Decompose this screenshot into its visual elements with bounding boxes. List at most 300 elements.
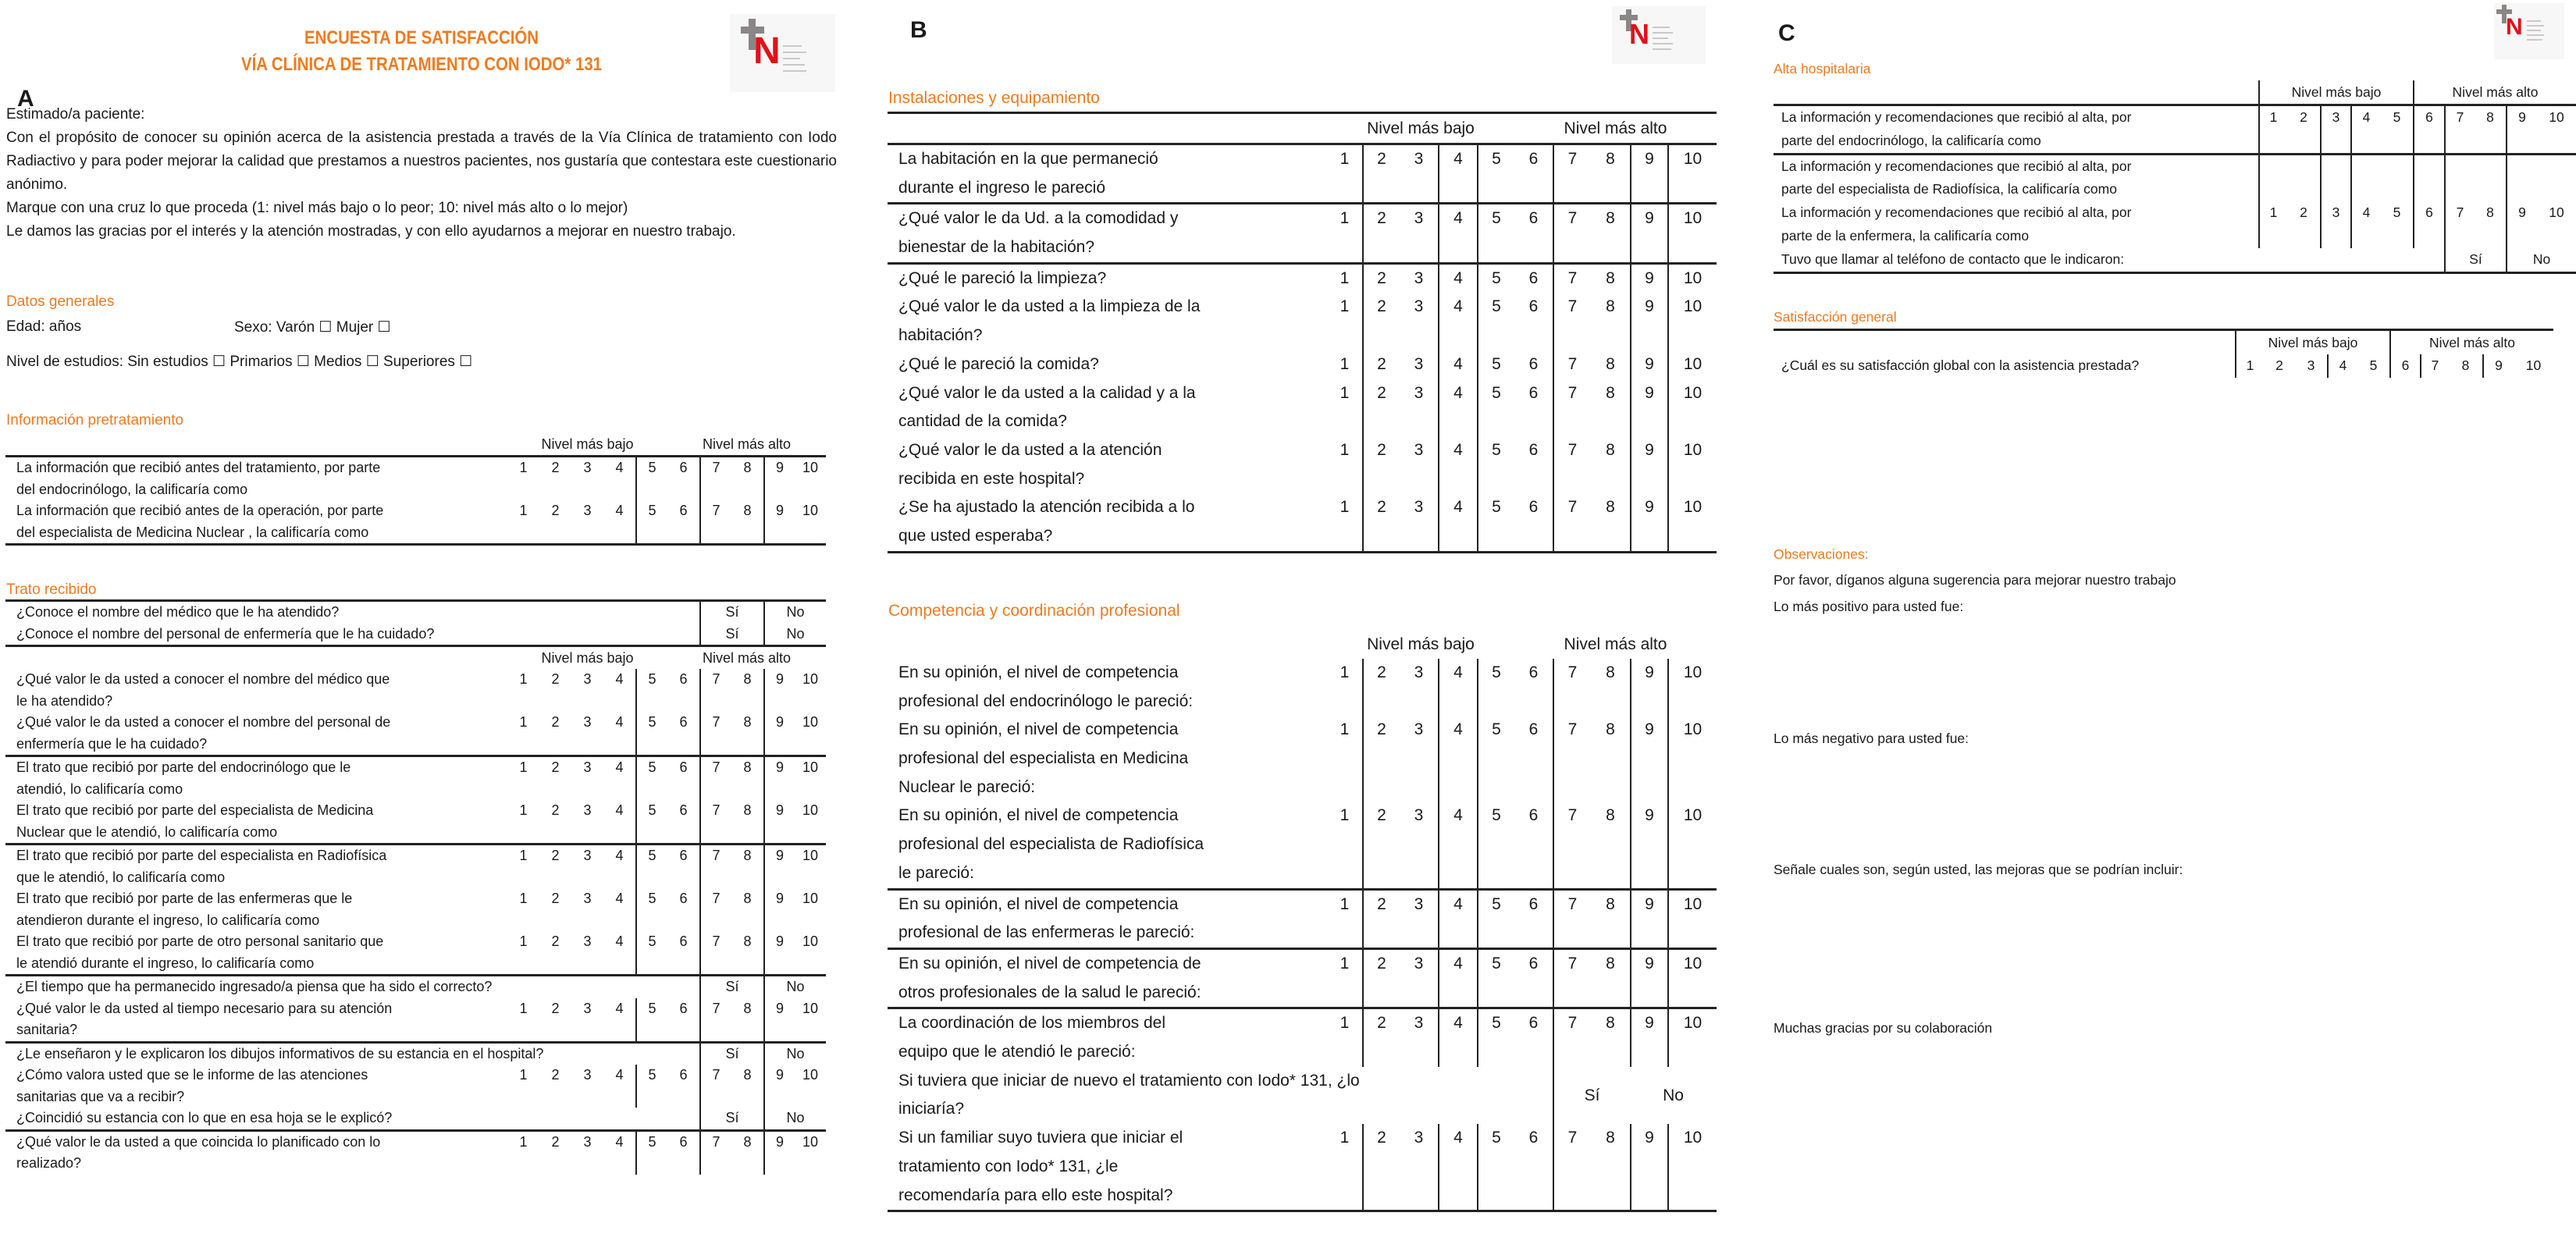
scale-option: 2 <box>551 714 560 730</box>
scale-option <box>2320 155 2350 202</box>
table-row <box>5 843 826 888</box>
scale-option: 4 <box>1438 204 1477 261</box>
scale-option: 3 <box>1414 383 1424 402</box>
scale-option: 6 <box>1528 894 1539 913</box>
question-line: Tuvo que llamar al teléfono de contacto que le indicaron: <box>1781 251 2125 267</box>
scale-option: 7 <box>1553 265 1591 293</box>
question-line: profesional de las enfermeras le pareció: <box>898 923 1195 942</box>
scale-option: 4 <box>615 759 624 775</box>
question-line: recomendaría para ello este hospital? <box>898 1186 1173 1204</box>
panel-label: A <box>17 86 34 112</box>
answer-no: No <box>763 602 826 624</box>
question-text <box>888 659 1327 716</box>
question-text <box>5 1065 507 1108</box>
scale-option: 6 <box>679 503 688 518</box>
scale-option: 9 <box>763 712 795 755</box>
scale-header-lowest: Nivel más bajo <box>1367 635 1475 653</box>
scale-header-highest: Nivel más alto <box>2413 80 2576 104</box>
section-heading-competence: Competencia y coordinación profesional <box>888 602 1180 620</box>
facilities-table <box>888 112 1717 553</box>
question-text <box>5 602 699 624</box>
question-line: sanitaria? <box>16 1022 78 1037</box>
scale-option: 2 <box>551 933 560 949</box>
scale-option: 5 <box>2369 357 2378 373</box>
scale-option: 10 <box>1667 950 1717 1007</box>
scale-option: 10 <box>802 1067 819 1083</box>
scale-option: 6 <box>679 714 688 730</box>
scale-option: 4 <box>615 891 624 906</box>
question-line: ¿Coincidió su estancia con lo que en esa hoja se le explicó? <box>16 1110 393 1125</box>
panel-c <box>1756 0 2576 1241</box>
answer-yes: Sí <box>699 976 763 998</box>
question-line: ¿Qué valor le da usted a conocer el nombre del personal de <box>16 714 391 730</box>
scale-option: 8 <box>1606 209 1615 228</box>
scale-option: 10 <box>802 759 819 775</box>
table-row <box>888 1067 1717 1124</box>
question-line: ¿Qué le pareció la limpieza? <box>898 268 1107 287</box>
table-row <box>5 455 826 500</box>
scale-option: 7 <box>1553 716 1591 802</box>
intro-thanks: Le damos las gracias por el interés y la atención mostradas, y con ello ayudarnos a mejorar en nuestro trabajo. <box>6 223 736 240</box>
question-line: ¿Qué valor le da Ud. a la comodidad y <box>898 209 1179 228</box>
question-line: atendió, lo calificaría como <box>16 781 183 797</box>
scale-option: 5 <box>1477 1124 1514 1210</box>
scale-option: 3 <box>1414 720 1424 739</box>
scale-option: 2 <box>2300 109 2307 125</box>
scale-option: 4 <box>1438 659 1477 716</box>
scale-option: 9 <box>763 500 795 543</box>
scale-option: 7 <box>2444 106 2475 153</box>
scale-option: 1 <box>2235 354 2264 378</box>
scale-option: 10 <box>1667 1009 1717 1066</box>
scale-option: 6 <box>1528 268 1539 287</box>
scale-option: 6 <box>679 671 688 687</box>
improvements-label: Señale cuales son, según usted, las mejoras que se podrían incluir: <box>1774 862 2183 877</box>
treatment-table <box>5 599 826 1175</box>
scale-option: 8 <box>743 1133 752 1150</box>
scale-option: 7 <box>1553 659 1591 716</box>
scale-option: 4 <box>615 671 624 687</box>
scale-header-row <box>5 645 826 669</box>
scale-option: 2 <box>551 460 560 475</box>
scale-option <box>2287 155 2320 202</box>
observations-prompt: Por favor, díganos alguna sugerencia para mejorar nuestro trabajo <box>1774 572 2176 588</box>
scale-option: 2 <box>551 1000 560 1016</box>
question-line: equipo que le atendió le pareció: <box>898 1043 1136 1061</box>
table-row <box>1774 104 2576 153</box>
scale-option: 1 <box>519 933 528 949</box>
scale-option: 8 <box>743 933 752 949</box>
question-line: ¿Cómo valora usted que se le informe de las atenciones <box>16 1067 368 1083</box>
scale-option: 4 <box>1438 145 1477 202</box>
scale-option: 8 <box>743 1067 752 1083</box>
question-line: que usted esperaba? <box>898 527 1053 546</box>
scale-option: 4 <box>1438 379 1477 436</box>
scale-option: 3 <box>1414 268 1424 287</box>
question-line: ¿Qué le pareció la comida? <box>898 354 1099 373</box>
scale-option: 9 <box>1630 1124 1667 1210</box>
scale-option: 1 <box>1340 440 1350 459</box>
scale-option <box>2444 155 2475 202</box>
scale-option: 3 <box>1414 894 1424 913</box>
question-line: ¿Le enseñaron y le explicaron los dibujos informativos de su estancia en el hospital? <box>16 1045 544 1061</box>
scale-option: 9 <box>763 669 795 712</box>
scale-option: 3 <box>1414 498 1424 517</box>
table-row <box>5 1129 826 1175</box>
scale-option: 3 <box>583 802 592 818</box>
scale-option: 10 <box>1667 493 1717 550</box>
question-line: que le atendió, lo calificaría como <box>16 869 226 885</box>
question-text <box>888 950 1327 1007</box>
answer-yes: Sí <box>699 1044 763 1065</box>
scale-option: 9 <box>2506 106 2537 153</box>
discharge-table <box>1774 80 2576 274</box>
scale-option: 2 <box>551 802 560 818</box>
survey-title-line1: ENCUESTA DE SATISFACCIÓN <box>304 27 539 48</box>
question-text <box>5 457 507 500</box>
table-row <box>5 1108 826 1129</box>
question-line: habitación? <box>898 326 983 345</box>
scale-option: 7 <box>699 1065 731 1108</box>
answer-no: No <box>1663 1086 1684 1104</box>
scale-option: 1 <box>519 759 528 775</box>
question-text <box>5 1132 507 1175</box>
scale-option: 1 <box>519 714 528 730</box>
scale-option: 6 <box>679 933 688 949</box>
scale-option: 1 <box>1340 663 1350 681</box>
scale-option: 7 <box>699 1132 731 1175</box>
scale-option: 9 <box>1630 379 1667 436</box>
section-heading-treatment: Trato recibido <box>6 581 97 598</box>
scale-header-lowest: Nivel más bajo <box>2235 331 2389 354</box>
header-spacer <box>5 647 507 669</box>
question-line: La información y recomendaciones que recibió al alta, por <box>1781 109 2132 125</box>
scale-option: 5 <box>1477 436 1514 493</box>
scale-header-row <box>1774 329 2553 354</box>
header-spacer <box>1774 80 2258 104</box>
scale-header-highest: Nivel más alto <box>702 436 792 452</box>
scale-option: 1 <box>1340 268 1350 287</box>
scale-option: 7 <box>1553 1009 1591 1066</box>
intro-purpose: Con el propósito de conocer su opinión acerca de la asistencia prestada a través de la Vía Clínica de tratamiento con Iodo Radiactivo y para poder mejorar la calidad que prestamos a nuestros pacientes, nos gustaría que contestara este cuestionario anónimo. <box>6 130 837 193</box>
table-row <box>1774 153 2576 202</box>
answer-no: No <box>763 1108 826 1129</box>
question-line: realizado? <box>16 1155 82 1171</box>
section-heading-discharge: Alta hospitalaria <box>1774 61 1871 76</box>
scale-option: 2 <box>1362 950 1400 1007</box>
scale-option: 9 <box>1630 659 1667 716</box>
scale-option: 1 <box>519 891 528 906</box>
question-line: En su opinión, el nivel de competencia <box>898 894 1179 913</box>
scale-option: 10 <box>1667 379 1717 436</box>
scale-option <box>2381 155 2413 202</box>
table-row <box>888 293 1717 350</box>
scale-option: 7 <box>699 998 731 1041</box>
table-row <box>5 888 826 931</box>
scale-option: 6 <box>1528 209 1539 228</box>
scale-option: 3 <box>1414 440 1424 459</box>
question-line: La información que recibió antes del tratamiento, por parte <box>16 460 381 475</box>
scale-option <box>2475 155 2506 202</box>
scale-option: 6 <box>679 1133 688 1150</box>
scale-option: 8 <box>2486 204 2494 221</box>
scale-option: 6 <box>1528 806 1539 825</box>
scale-option: 7 <box>699 800 731 843</box>
scale-option: 10 <box>802 891 819 906</box>
scale-option: 7 <box>699 845 731 888</box>
scale-option: 7 <box>1553 293 1591 350</box>
scale-option: 4 <box>1438 293 1477 350</box>
negative-comment-label: Lo más negativo para usted fue: <box>1774 731 1969 746</box>
scale-option: 10 <box>1667 350 1717 379</box>
table-row <box>1774 248 2576 272</box>
scale-option: 9 <box>763 457 795 500</box>
scale-header-row <box>888 112 1717 143</box>
scale-option: 1 <box>519 848 528 863</box>
question-line: El trato que recibió por parte de otro personal sanitario que <box>16 933 384 949</box>
question-line: En su opinión, el nivel de competencia <box>898 663 1179 681</box>
header-spacer <box>888 114 1327 143</box>
scale-option: 3 <box>583 714 592 730</box>
scale-option: 3 <box>2320 201 2350 248</box>
scale-option: 9 <box>763 757 795 800</box>
scale-option: 3 <box>1414 1129 1424 1147</box>
scale-option: 2 <box>1362 716 1400 802</box>
scale-option: 6 <box>1528 720 1539 739</box>
scale-option: 1 <box>519 1133 528 1150</box>
scale-option: 8 <box>1606 498 1615 517</box>
scale-option: 5 <box>1477 716 1514 802</box>
scale-option: 6 <box>2413 201 2444 248</box>
scale-option <box>2537 155 2576 202</box>
question-line: Si un familiar suyo tuviera que iniciar el <box>898 1129 1183 1147</box>
scale-option: 6 <box>1528 498 1539 517</box>
question-line: ¿Qué valor le da usted a la limpieza de la <box>898 297 1201 316</box>
question-line: ¿Qué valor le da usted a conocer el nombre del médico que <box>16 671 390 687</box>
question-text <box>888 265 1327 293</box>
scale-option: 5 <box>1477 493 1514 550</box>
scale-option: 5 <box>1477 265 1514 293</box>
header-spacer <box>888 630 1327 659</box>
scale-option: 5 <box>1477 659 1514 716</box>
closing-thanks: Muchas gracias por su colaboración <box>1774 1020 1993 1036</box>
scale-option: 1 <box>1340 806 1350 825</box>
table-row <box>5 998 826 1041</box>
scale-option: 10 <box>1667 716 1717 802</box>
scale-option: 8 <box>743 802 752 818</box>
answer-yes: Sí <box>1553 1067 1630 1124</box>
scale-option: 3 <box>1414 354 1424 373</box>
answer-no: No <box>763 976 826 998</box>
scale-option: 2 <box>2300 204 2307 221</box>
scale-option: 10 <box>802 503 819 518</box>
scale-option: 4 <box>615 1000 624 1016</box>
scale-option: 3 <box>1414 954 1424 973</box>
scale-option: 5 <box>635 931 667 974</box>
scale-header-highest: Nivel más alto <box>1564 635 1667 653</box>
scale-header-lowest: Nivel más bajo <box>2258 80 2413 104</box>
scale-option: 6 <box>1528 1014 1539 1033</box>
table-row <box>888 1007 1717 1066</box>
hospital-logo: N <box>2494 3 2564 59</box>
scale-header-highest: Nivel más alto <box>702 650 792 666</box>
scale-option: 3 <box>2320 106 2350 153</box>
scale-option: 8 <box>1606 1014 1615 1033</box>
question-line: del endocrinólogo, la calificaría como <box>16 481 248 497</box>
scale-option: 4 <box>2327 354 2357 378</box>
scale-option: 4 <box>615 1133 624 1150</box>
scale-option: 3 <box>583 933 592 949</box>
scale-option: 10 <box>802 802 819 818</box>
scale-option: 3 <box>1414 806 1424 825</box>
answer-no: No <box>2506 248 2576 272</box>
scale-option: 5 <box>1477 950 1514 1007</box>
scale-option: 10 <box>802 1000 819 1016</box>
scale-option: 2 <box>551 891 560 906</box>
question-line: le atendió durante el ingreso, lo calificaría como <box>16 955 315 971</box>
scale-option: 2 <box>1362 350 1400 379</box>
scale-option: 7 <box>699 457 731 500</box>
question-line: le ha atendido? <box>16 692 113 709</box>
scale-option: 1 <box>519 460 528 475</box>
scale-option: 5 <box>1477 350 1514 379</box>
scale-option: 8 <box>1606 440 1615 459</box>
question-text <box>5 1108 699 1129</box>
table-row <box>5 755 826 800</box>
scale-option: 10 <box>1667 265 1717 293</box>
question-line: le pareció: <box>898 863 974 882</box>
scale-option: 1 <box>1340 720 1350 739</box>
competence-table <box>888 630 1717 1212</box>
scale-option: 1 <box>1340 954 1350 973</box>
scale-option: 6 <box>679 759 688 775</box>
scale-option: 8 <box>2461 357 2470 373</box>
survey-title-line2: VÍA CLÍNICA DE TRATAMIENTO CON IODO* 131 <box>240 54 603 75</box>
scale-header-highest: Nivel más alto <box>1564 119 1667 137</box>
question-text <box>888 802 1327 887</box>
answer-no: No <box>763 1044 826 1065</box>
question-line: iniciaría? <box>898 1100 965 1118</box>
question-line: El trato que recibió por parte del especialista de Medicina <box>16 802 374 818</box>
header-spacer <box>1774 331 2235 354</box>
scale-option: 8 <box>743 714 752 730</box>
scale-option <box>2413 155 2444 202</box>
answer-yes: Sí <box>2444 248 2506 272</box>
satisfaction-table <box>1774 329 2553 378</box>
scale-option: 2 <box>1362 493 1400 550</box>
question-line: En su opinión, el nivel de competencia <box>898 720 1179 739</box>
table-row <box>888 1124 1717 1210</box>
table-row <box>888 262 1717 293</box>
section-heading-observations: Observaciones: <box>1774 546 1869 562</box>
scale-option: 5 <box>1477 379 1514 436</box>
scale-option: 2 <box>1362 293 1400 350</box>
scale-option: 6 <box>1528 354 1539 373</box>
scale-header-row <box>888 630 1717 659</box>
scale-option: 4 <box>1438 950 1477 1007</box>
scale-option: 10 <box>1667 802 1717 887</box>
scale-option: 1 <box>1340 498 1350 517</box>
answer-no: No <box>763 624 826 645</box>
scale-option: 2 <box>551 1133 560 1150</box>
scale-option: 3 <box>1414 663 1424 681</box>
hospital-logo: N <box>730 14 835 92</box>
scale-option: 4 <box>615 1067 624 1083</box>
table-row <box>5 599 826 624</box>
scale-option: 8 <box>1606 383 1615 402</box>
scale-option: 9 <box>1630 891 1667 948</box>
scale-option: 7 <box>699 669 731 712</box>
scale-option: 7 <box>1553 350 1591 379</box>
scale-option: 3 <box>583 891 592 906</box>
scale-header-row <box>5 433 826 455</box>
scale-option: 9 <box>1630 950 1667 1007</box>
question-line: profesional del especialista de Radiofísica <box>898 835 1204 854</box>
scale-option: 2 <box>1362 1009 1400 1066</box>
section-heading-satisfaction: Satisfacción general <box>1774 309 1897 325</box>
answer-yes: Sí <box>699 624 763 645</box>
table-row <box>888 202 1717 261</box>
scale-option: 4 <box>1438 1009 1477 1066</box>
scale-option: 5 <box>635 1065 667 1108</box>
survey-title <box>190 25 654 78</box>
scale-header-row <box>1774 80 2576 104</box>
scale-option: 5 <box>2393 109 2401 125</box>
scale-option: 6 <box>679 802 688 818</box>
question-line: La habitación en la que permaneció <box>898 150 1158 168</box>
answer-yes: Sí <box>699 1108 763 1129</box>
question-line: En su opinión, el nivel de competencia de <box>898 954 1201 973</box>
scale-option: 6 <box>1528 383 1539 402</box>
question-line: ¿Conoce el nombre del médico que le ha atendido? <box>16 604 340 620</box>
question-line: En su opinión, el nivel de competencia <box>898 806 1179 825</box>
scale-option <box>2350 155 2381 202</box>
scale-option: 4 <box>1438 436 1477 493</box>
scale-option: 1 <box>2258 106 2287 153</box>
scale-option: 3 <box>2307 357 2315 373</box>
scale-option: 1 <box>1340 354 1350 373</box>
scale-option: 3 <box>1414 150 1424 168</box>
scale-option: 7 <box>699 931 731 974</box>
scale-option: 6 <box>679 460 688 475</box>
scale-option: 8 <box>1606 268 1615 287</box>
question-line: otros profesionales de la salud le pareció: <box>898 983 1201 1001</box>
scale-option: 1 <box>1340 150 1350 168</box>
scale-option: 4 <box>615 460 624 475</box>
table-row <box>888 888 1717 948</box>
panel-label: B <box>910 17 927 43</box>
scale-option: 10 <box>1667 204 1717 261</box>
scale-option: 8 <box>1606 663 1615 681</box>
question-line: sanitarias que va a recibir? <box>16 1088 185 1104</box>
scale-option: 10 <box>1667 659 1717 716</box>
scale-option: 3 <box>1414 297 1424 316</box>
scale-option: 1 <box>1340 209 1350 228</box>
scale-option: 1 <box>1340 894 1350 913</box>
scale-option: 8 <box>1606 297 1615 316</box>
scale-option: 7 <box>699 757 731 800</box>
question-text <box>888 493 1327 550</box>
scale-option: 4 <box>615 714 624 730</box>
question-text <box>888 1124 1327 1210</box>
question-line: bienestar de la habitación? <box>898 238 1095 257</box>
question-text <box>5 931 507 974</box>
scale-option: 8 <box>1606 954 1615 973</box>
scale-option: 5 <box>1477 802 1514 887</box>
scale-option: 6 <box>679 1067 688 1083</box>
positive-comment-label: Lo más positivo para usted fue: <box>1774 599 1964 614</box>
scale-option: 10 <box>802 848 819 863</box>
